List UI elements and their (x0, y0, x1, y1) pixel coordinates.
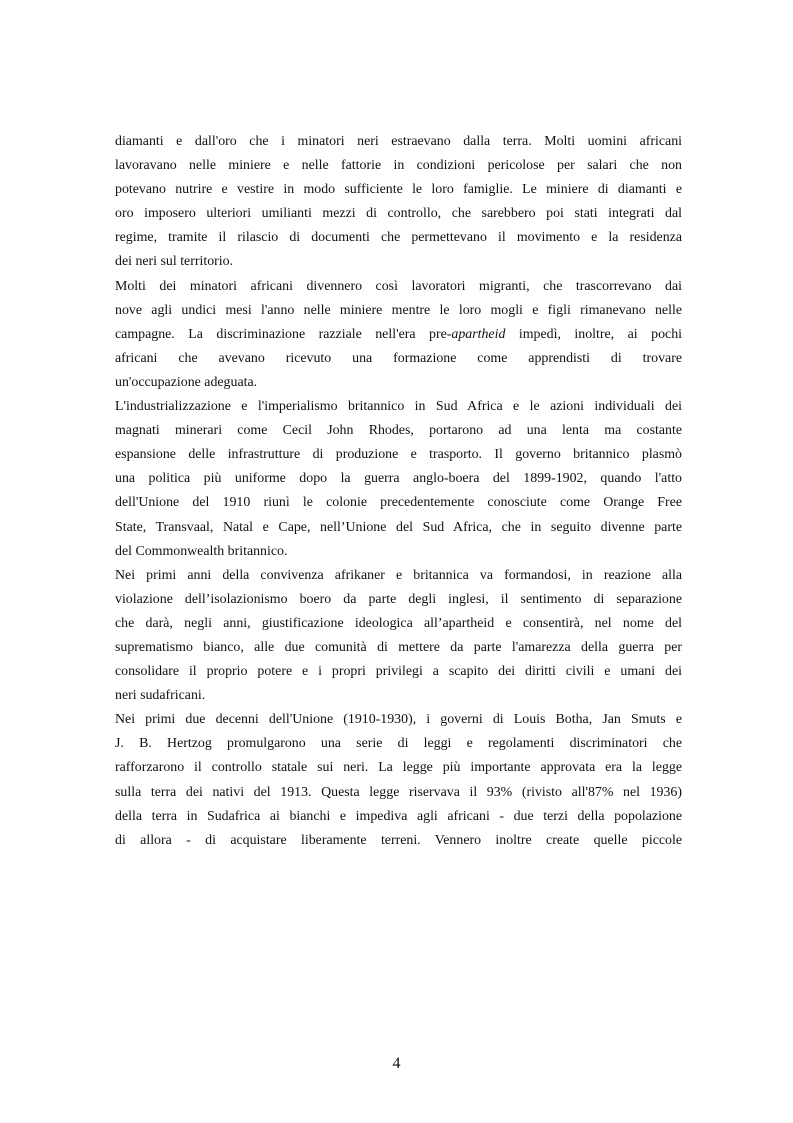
text-line: della terra in Sudafrica ai bianchi e impediva agli africani - due terzi della popolazione (115, 808, 682, 824)
text-line: consolidare il proprio potere e i propri privilegi a scapito dei diritti civili e umani dei (115, 664, 682, 680)
text-line: dell'Unione del 1910 riunì le colonie precedentemente conosciute come Orange Free (115, 495, 682, 511)
text-line: neri sudafricani. (115, 688, 206, 704)
text-segment: campagne. La discriminazione razziale nell'era pre- (115, 326, 452, 342)
text-line: suprematismo bianco, alle due comunità di mettere da parte l'amarezza della guerra per (115, 639, 682, 655)
text-line: una politica più uniforme dopo la guerra anglo-boera del 1899-1902, quando l'atto (115, 471, 682, 487)
text-line: oro imposero ulteriori umilianti mezzi di controllo, che sarebbero poi stati integrati dal (115, 206, 682, 222)
text-line: rafforzarono il controllo statale sui neri. La legge più importante approvata era la legge (115, 760, 682, 776)
text-line: magnati minerari come Cecil John Rhodes, portarono ad una lenta ma costante (115, 423, 682, 439)
text-line: L'industrializzazione e l'imperialismo britannico in Sud Africa e le azioni individuali dei (115, 399, 682, 415)
text-line: Molti dei minatori africani divennero così lavoratori migranti, che trascorrevano dai (115, 278, 682, 294)
text-line: J. B. Hertzog promulgarono una serie di leggi e regolamenti discriminatori che (115, 736, 682, 752)
body-text (115, 130, 682, 853)
text-segment: impedì, inoltre, ai pochi (505, 326, 683, 342)
text-line: violazione dell’isolazionismo boero da parte degli inglesi, il sentimento di separazione (115, 591, 682, 607)
text-line: State, Transvaal, Natal e Cape, nell’Unione del Sud Africa, che in seguito divenne parte (115, 519, 682, 535)
text-line: africani che avevano ricevuto una formazione come apprendisti di trovare (115, 350, 682, 366)
text-line: sulla terra dei nativi del 1913. Questa legge riservava il 93% (rivisto all'87% nel 1936) (115, 784, 682, 800)
text-line: Nei primi due decenni dell'Unione (1910-1930), i governi di Louis Botha, Jan Smuts e (115, 712, 682, 728)
paragraph-4 (115, 564, 682, 709)
text-line: che darà, negli anni, giustificazione ideologica all’apartheid e consentirà, nel nome del (115, 615, 682, 631)
text-line: dei neri sul territorio. (115, 254, 234, 270)
text-line: Nei primi anni della convivenza afrikaner e britannica va formandosi, in reazione alla (115, 567, 682, 583)
text-line-mixed (115, 323, 682, 347)
text-line: espansione delle infrastrutture di produzione e trasporto. Il governo britannico plasmò (115, 447, 682, 463)
text-line: nove agli undici mesi l'anno nelle miniere mentre le loro mogli e figli rimanevano nelle (115, 302, 682, 318)
text-line: diamanti e dall'oro che i minatori neri estraevano dalla terra. Molti uomini africani (115, 134, 682, 149)
text-line: un'occupazione adeguata. (115, 374, 258, 390)
paragraph-2 (115, 275, 682, 395)
italic-term: apartheid (451, 326, 506, 342)
paragraph-1 (115, 130, 682, 275)
paragraph-5 (115, 708, 682, 853)
text-line: potevano nutrire e vestire in modo sufficiente le loro famiglie. Le miniere di diamanti e (115, 182, 682, 198)
text-line: lavoravano nelle miniere e nelle fattorie in condizioni pericolose per salari che non (115, 158, 682, 174)
page-number: 4 (392, 1055, 401, 1072)
text-line: di allora - di acquistare liberamente terreni. Vennero inoltre create quelle piccole (115, 832, 682, 848)
text-line: del Commonwealth britannico. (115, 543, 288, 559)
paragraph-3 (115, 395, 682, 564)
text-line: regime, tramite il rilascio di documenti che permettevano il movimento e la residenza (115, 230, 682, 246)
